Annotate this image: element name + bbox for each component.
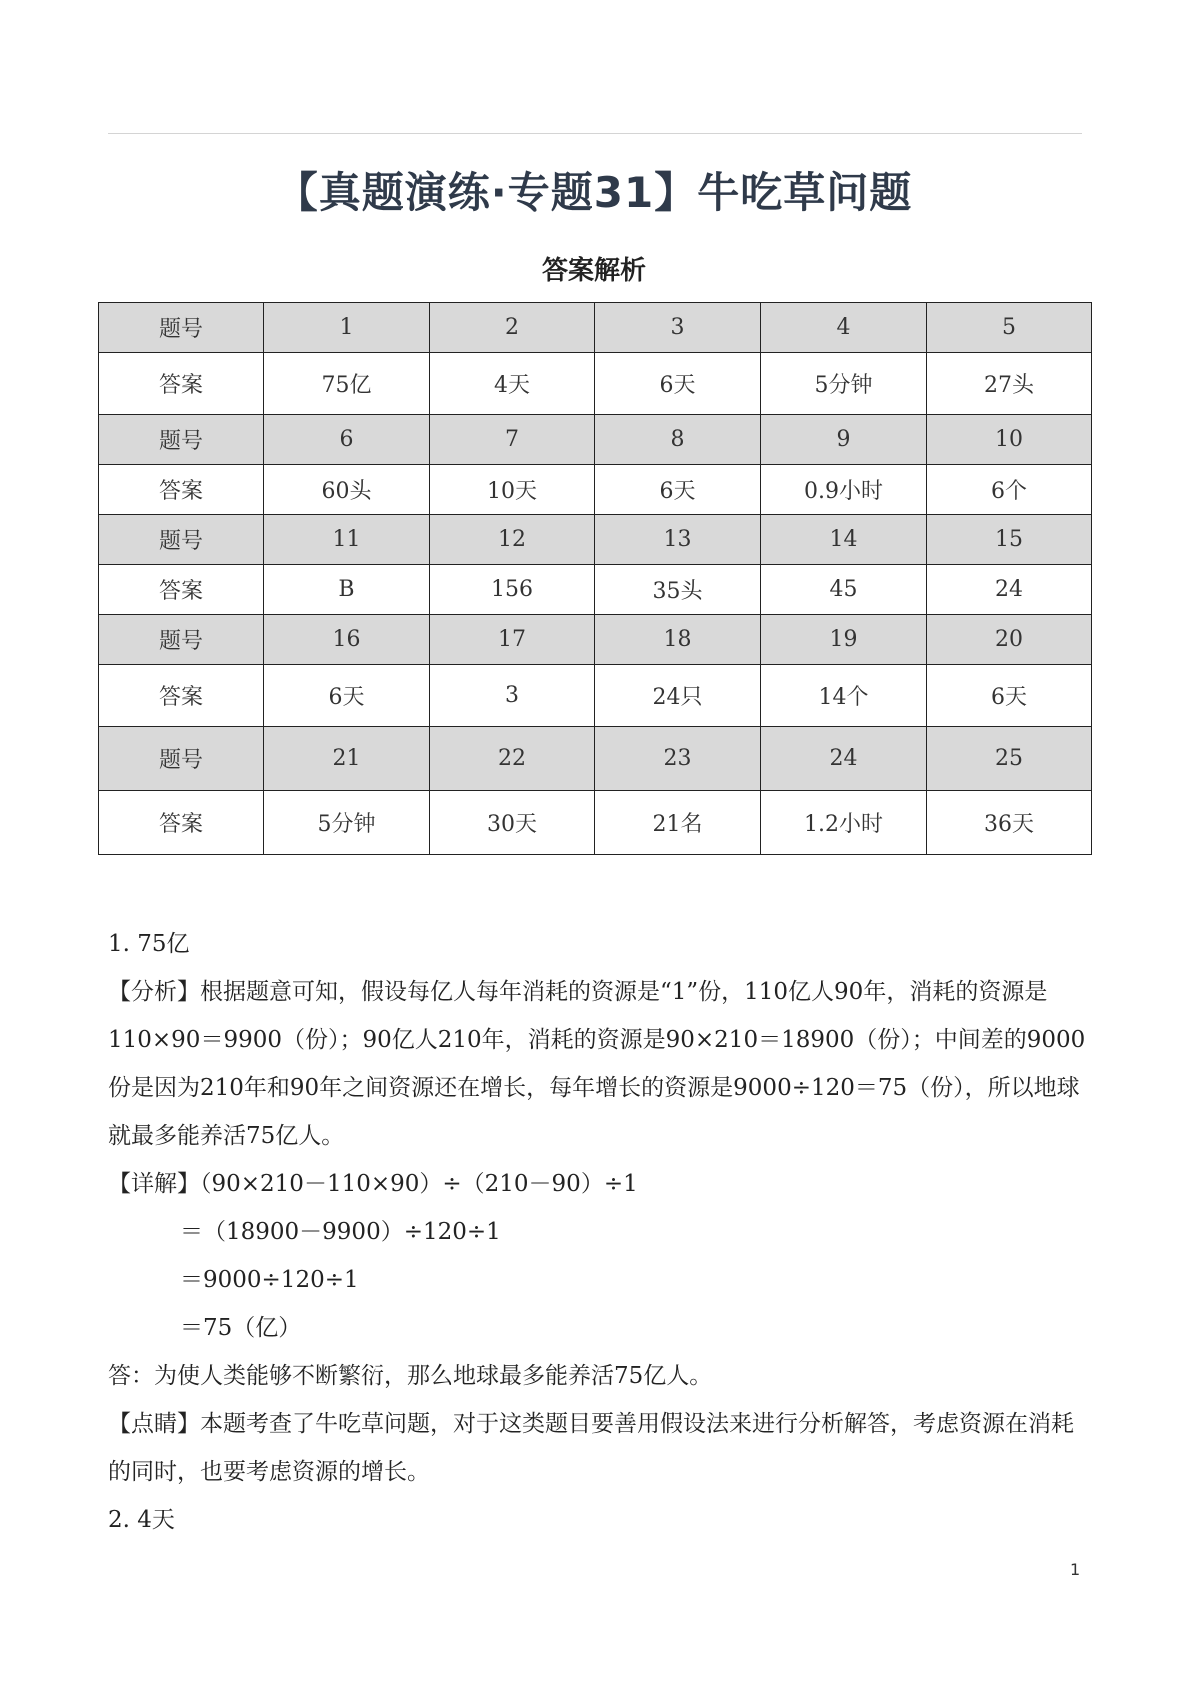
answer-cell: 24 (927, 565, 1092, 615)
answer-cell: 6天 (594, 465, 760, 515)
table-row (99, 465, 1092, 515)
question-number-cell: 9 (760, 415, 926, 465)
detail-step: ＝9000÷120÷1 (180, 1267, 359, 1293)
row-label: 题号 (99, 727, 264, 791)
table-row (99, 415, 1092, 465)
question-number-cell: 12 (429, 515, 594, 565)
row-label: 题号 (99, 515, 264, 565)
answer-cell: 14个 (760, 665, 926, 727)
answer-cell: 6天 (594, 353, 760, 415)
answer-cell: 30天 (429, 791, 594, 855)
table-row (99, 353, 1092, 415)
answer-cell: 35头 (594, 565, 760, 615)
table-row (99, 515, 1092, 565)
question-number-cell: 25 (927, 727, 1092, 791)
answer-cell: 36天 (927, 791, 1092, 855)
answer-cell: B (263, 565, 429, 615)
question-number-cell: 6 (263, 415, 429, 465)
question-heading: 2. 4天 (108, 1507, 175, 1533)
analysis-paragraph: 【分析】根据题意可知，假设每亿人每年消耗的资源是“1”份，110亿人90年，消耗的资源是110×90＝9900（份）；90亿人210年，消耗的资源是90×210＝18900（份）；中间差的9000份是因为210年和90年之间资源还在增长，每年增长的资源是9000÷120＝75（份），所以地球就最多能养活75亿人。 (108, 979, 1086, 1149)
question-number-cell: 17 (429, 615, 594, 665)
table-row (99, 565, 1092, 615)
answer-cell: 156 (429, 565, 594, 615)
question-number-cell: 23 (594, 727, 760, 791)
question-number-cell: 18 (594, 615, 760, 665)
row-label: 题号 (99, 303, 264, 353)
row-label: 题号 (99, 415, 264, 465)
solution-text (108, 920, 1088, 1544)
page-number: 1 (1070, 1560, 1081, 1579)
answer-cell: 5分钟 (263, 791, 429, 855)
answer-cell: 75亿 (263, 353, 429, 415)
answer-cell: 1.2小时 (760, 791, 926, 855)
detail-expression: （90×210－110×90）÷（210－90）÷1 (200, 1171, 638, 1197)
answer-cell: 27头 (927, 353, 1092, 415)
question-number-cell: 22 (429, 727, 594, 791)
detail-step: ＝75（亿） (180, 1315, 302, 1341)
question-number-cell: 1 (263, 303, 429, 353)
answer-cell: 60头 (263, 465, 429, 515)
section-subtitle: 答案解析 (541, 256, 646, 286)
detail-label: 【详解】 (108, 1171, 200, 1197)
question-number-cell: 15 (927, 515, 1092, 565)
row-label: 答案 (99, 353, 264, 415)
question-number-cell: 16 (263, 615, 429, 665)
table-row (99, 665, 1092, 727)
answer-cell: 6个 (927, 465, 1092, 515)
question-number-cell: 10 (927, 415, 1092, 465)
question-number-cell: 4 (760, 303, 926, 353)
row-label: 答案 (99, 665, 264, 727)
answer-cell: 6天 (263, 665, 429, 727)
question-number-cell: 2 (429, 303, 594, 353)
detail-step: ＝（18900－9900）÷120÷1 (180, 1219, 501, 1245)
page-title: 【真题演练·专题31】牛吃草问题 (275, 168, 913, 217)
question-number-cell: 14 (760, 515, 926, 565)
answer-table (98, 302, 1092, 855)
question-number-cell: 24 (760, 727, 926, 791)
table-row (99, 303, 1092, 353)
answer-cell: 21名 (594, 791, 760, 855)
question-number-cell: 8 (594, 415, 760, 465)
table-row (99, 615, 1092, 665)
question-number-cell: 19 (760, 615, 926, 665)
row-label: 答案 (99, 791, 264, 855)
answer-cell: 3 (429, 665, 594, 727)
table-row (99, 791, 1092, 855)
answer-cell: 6天 (927, 665, 1092, 727)
question-number-cell: 7 (429, 415, 594, 465)
detail-line (108, 1160, 1088, 1208)
answer-sentence: 答：为使人类能够不断繁衍，那么地球最多能养活75亿人。 (108, 1363, 713, 1389)
row-label: 答案 (99, 565, 264, 615)
answer-cell: 0.9小时 (760, 465, 926, 515)
question-number-cell: 20 (927, 615, 1092, 665)
question-number-cell: 3 (594, 303, 760, 353)
answer-cell: 10天 (429, 465, 594, 515)
question-number-cell: 21 (263, 727, 429, 791)
answer-cell: 45 (760, 565, 926, 615)
question-heading: 1. 75亿 (108, 931, 190, 957)
answer-cell: 5分钟 (760, 353, 926, 415)
comment-paragraph: 【点睛】本题考查了牛吃草问题，对于这类题目要善用假设法来进行分析解答，考虑资源在消耗的同时，也要考虑资源的增长。 (108, 1411, 1074, 1485)
row-label: 题号 (99, 615, 264, 665)
answer-cell: 4天 (429, 353, 594, 415)
question-number-cell: 11 (263, 515, 429, 565)
table-row (99, 727, 1092, 791)
question-number-cell: 13 (594, 515, 760, 565)
question-number-cell: 5 (927, 303, 1092, 353)
header-rule (108, 133, 1082, 134)
row-label: 答案 (99, 465, 264, 515)
answer-cell: 24只 (594, 665, 760, 727)
